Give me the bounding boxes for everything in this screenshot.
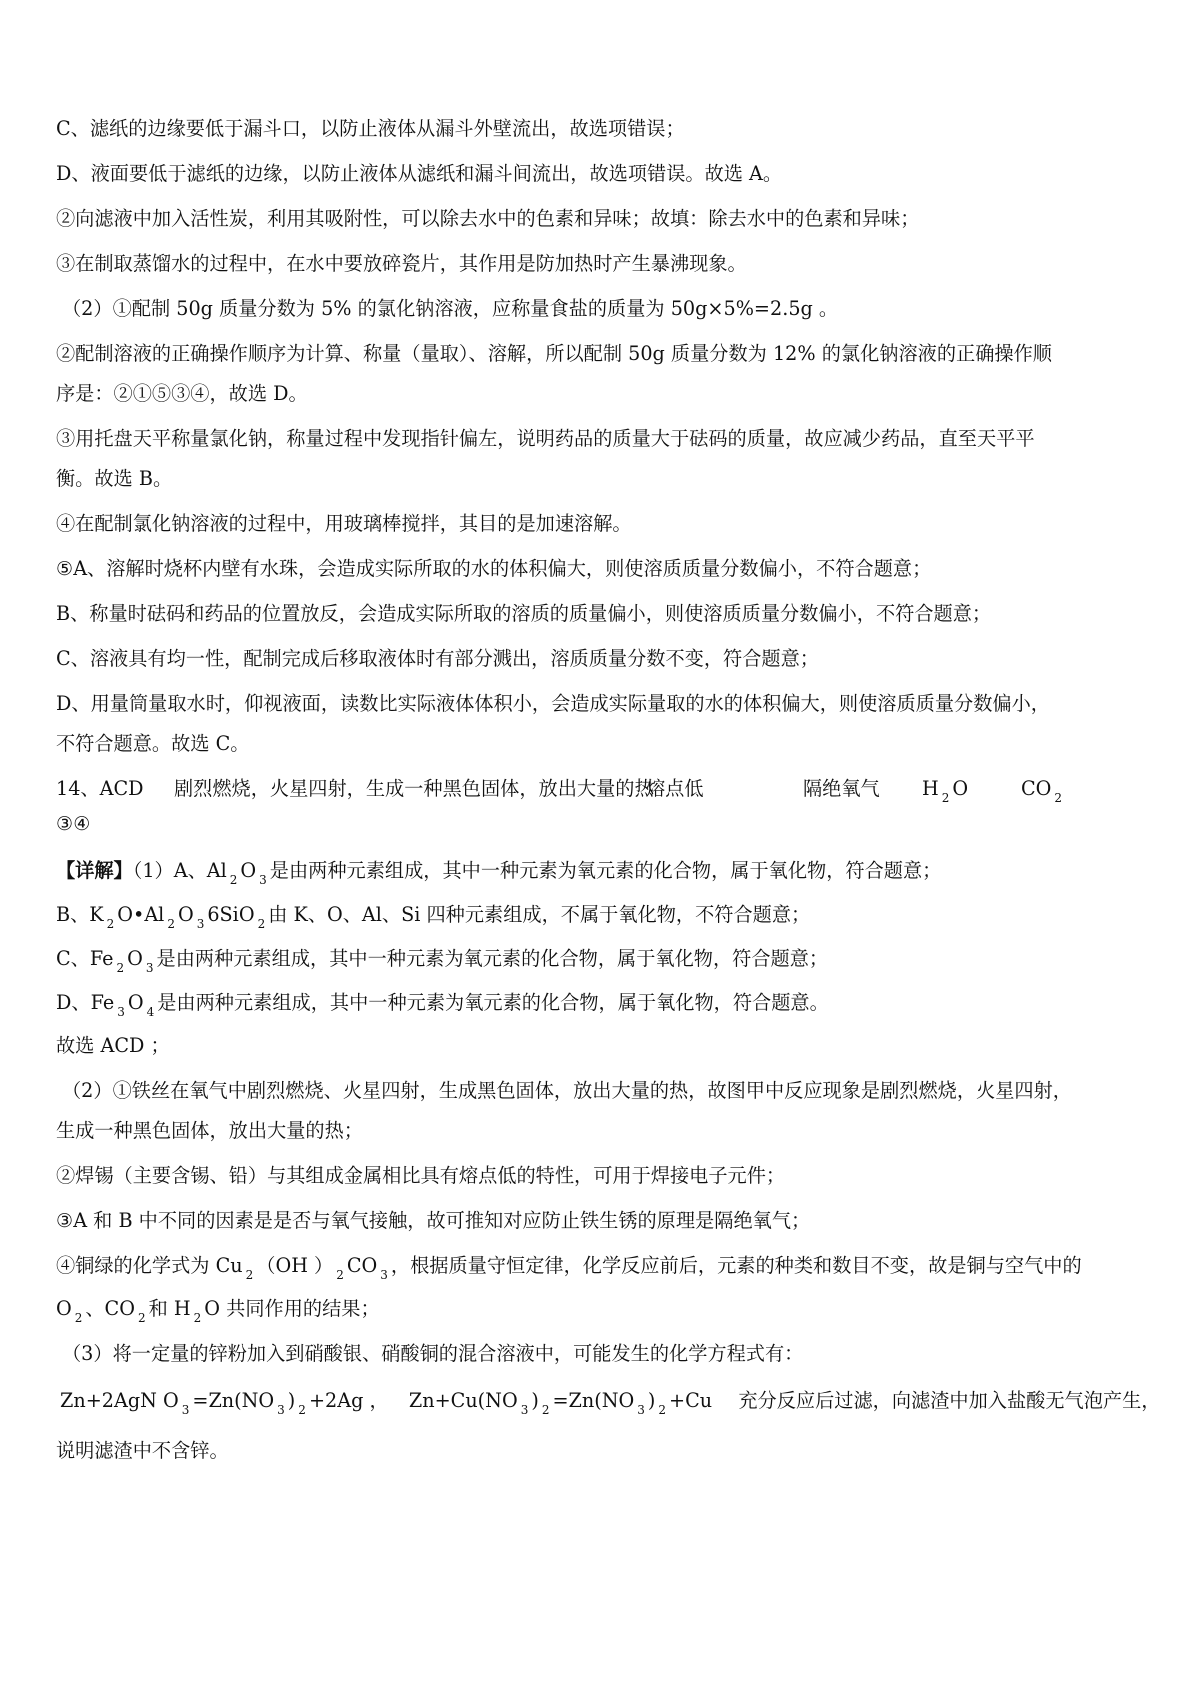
text-line: B、称量时砝码和药品的位置放反，会造成实际所取的溶质的质量偏小，则使溶质质量分数偏小，不符合题意； xyxy=(56,602,992,625)
answer-blank: CO $_2$ xyxy=(1021,777,1063,805)
detail-label: 【详解】 xyxy=(56,859,133,882)
equation: Zn+2AgN O $_3$ =Zn(NO $_3$ ) $_2$ +2Ag ， xyxy=(60,1389,389,1417)
detail-line: ③A 和 B 中不同的因素是是否与氧气接触，故可推知对应防止铁生锈的原理是隔绝氧气； xyxy=(56,1209,811,1232)
detail-line: D、Fe $_3$ O $_4$ 是由两种元素组成，其中一种元素为氧元素的化合物，属于氧化物，符合题意。 xyxy=(56,991,829,1019)
text-line: ②配制溶液的正确操作顺序为计算、称量（量取）、溶解，所以配制 50g 质量分数为 12% 的氯化钠溶液的正确操作顺 xyxy=(56,342,1052,365)
equation-line xyxy=(60,1388,1161,1417)
equation: Zn+Cu(NO $_3$ ) $_2$ =Zn(NO $_3$ ) $_2$ +Cu xyxy=(408,1389,713,1417)
detail-line: B、K $_2$ O•Al $_2$ O $_3$ 6SiO $_2$ 由 K、O、Al、Si 四种元素组成，不属于氧化物，不符合题意； xyxy=(56,903,811,931)
text-line: 不符合题意。故选 C。 xyxy=(56,732,250,755)
text-line: ④在配制氯化钠溶液的过程中，用玻璃棒搅拌，其目的是加速溶解。 xyxy=(56,512,632,535)
detail-line: （3）将一定量的锌粉加入到硝酸银、硝酸铜的混合溶液中，可能发生的化学方程式有： xyxy=(62,1342,804,1365)
answer-blank: 隔绝氧气 xyxy=(803,777,880,800)
detail-line: 生成一种黑色固体，放出大量的热； xyxy=(56,1119,363,1142)
detail-line: 故选 ACD ； xyxy=(56,1034,170,1057)
answer-blank: 剧烈燃烧，火星四射，生成一种黑色固体，放出大量的热 xyxy=(174,777,654,800)
text-line: 衡。故选 B。 xyxy=(56,467,173,490)
detail-line: ④铜绿的化学式为 Cu $_2$ （OH ） $_2$ CO $_3$ ，根据质量守恒定律，化学反应前后，元素的种类和数目不变，故是铜与空气中的 xyxy=(56,1254,1082,1282)
detail-line: 【详解】（1）A、Al $_2$ O $_3$ 是由两种元素组成，其中一种元素为氧元素的化合物，属于氧化物，符合题意； xyxy=(56,859,942,887)
text-line: D、液面要低于滤纸的边缘，以防止液体从滤纸和漏斗间流出，故选项错误。故选 A。 xyxy=(56,162,783,185)
detail-line: C、Fe $_2$ O $_3$ 是由两种元素组成，其中一种元素为氧元素的化合物，属于氧化物，符合题意； xyxy=(56,947,829,975)
answer-blank: 熔点低 xyxy=(646,777,704,800)
detail-text: 充分反应后过滤，向滤渣中加入盐酸无气泡产生， xyxy=(738,1389,1161,1412)
detail-line: O $_2$ 、CO $_2$ 和 H $_2$ O 共同作用的结果； xyxy=(56,1297,380,1325)
answer-row-14 xyxy=(56,776,1136,806)
text-line: 序是：②①⑤③④，故选 D。 xyxy=(56,382,308,405)
text-line: ⑤A、溶解时烧杯内壁有水珠，会造成实际所取的水的体积偏大，则使溶质质量分数偏小，不符合题意； xyxy=(56,557,932,580)
text-line: C、溶液具有均一性，配制完成后移取液体时有部分溅出，溶质质量分数不变，符合题意； xyxy=(56,647,819,670)
question-number: 14、ACD xyxy=(56,777,144,800)
detail-line: ②焊锡（主要含锡、铅）与其组成金属相比具有熔点低的特性，可用于焊接电子元件； xyxy=(56,1164,786,1187)
detail-line: （2）①铁丝在氧气中剧烈燃烧、火星四射，生成黑色固体，放出大量的热，故图甲中反应现象是剧烈燃烧，火星四射， xyxy=(62,1079,1072,1102)
answer-blank: ③④ xyxy=(56,812,91,835)
text-line: ②向滤液中加入活性炭，利用其吸附性，可以除去水中的色素和异味；故填：除去水中的色素和异味； xyxy=(56,207,920,230)
text-line: C、滤纸的边缘要低于漏斗口，以防止液体从漏斗外壁流出，故选项错误； xyxy=(56,117,685,140)
text-line: ③在制取蒸馏水的过程中，在水中要放碎瓷片，其作用是防加热时产生暴沸现象。 xyxy=(56,252,747,275)
detail-line: 说明滤渣中不含锌。 xyxy=(56,1439,229,1462)
text-line: ③用托盘天平称量氯化钠，称量过程中发现指针偏左，说明药品的质量大于砝码的质量，故应减少药品，直至天平平 xyxy=(56,427,1035,450)
text-line: D、用量筒量取水时，仰视液面，读数比实际液体体积小，会造成实际量取的水的体积偏大，则使溶质质量分数偏小， xyxy=(56,692,1050,715)
answer-blank: H $_2$ O xyxy=(922,777,969,805)
text-line: （2）①配制 50g 质量分数为 5% 的氯化钠溶液，应称量食盐的质量为 50g×5%=2.5g 。 xyxy=(62,297,839,320)
